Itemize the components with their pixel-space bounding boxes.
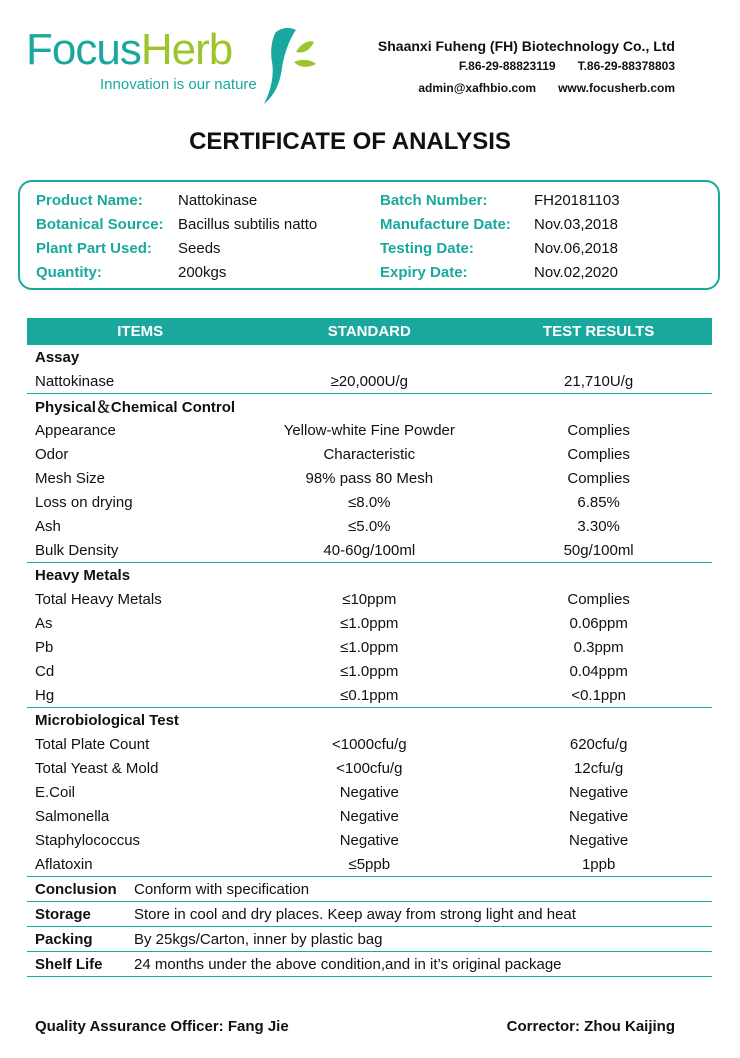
info-value-2: Nov.03,2018	[534, 216, 618, 233]
standard: Negative	[339, 783, 399, 801]
page-title: CERTIFICATE OF ANALYSIS	[189, 128, 511, 155]
column-header: TEST RESULTS	[485, 318, 712, 345]
item-name: Loss on drying	[35, 493, 133, 511]
logo-focus: Focus	[26, 25, 141, 74]
table-row	[27, 490, 712, 514]
note-value: By 25kgs/Carton, inner by plastic bag	[134, 930, 383, 948]
item-name: Ash	[35, 517, 61, 535]
note-label: Packing	[35, 930, 93, 948]
info-value: Bacillus subtilis natto	[178, 216, 318, 233]
info-value: 200kgs	[178, 264, 227, 281]
note-label: Shelf Life	[35, 955, 103, 973]
note-row	[27, 902, 712, 927]
item-name: Total Heavy Metals	[35, 590, 162, 608]
table-row	[27, 514, 712, 538]
standard: ≤1.0ppm	[340, 662, 399, 680]
standard: ≥20,000U/g	[253, 369, 485, 394]
test-result: 12cfu/g	[574, 759, 624, 777]
table-row	[27, 587, 712, 611]
table-row	[27, 804, 712, 828]
standard: Negative	[339, 831, 399, 849]
test-result: Negative	[569, 783, 629, 801]
info-label: Plant Part Used:	[36, 240, 152, 257]
item-name: E.Coil	[35, 783, 76, 801]
column-header: STANDARD	[253, 318, 485, 345]
info-value: Seeds	[178, 240, 221, 257]
info-label-2: Manufacture Date:	[380, 216, 511, 233]
standard: Yellow-white Fine Powder	[283, 421, 455, 439]
note-label: Storage	[35, 905, 91, 923]
test-result: 0.3ppm	[573, 638, 624, 656]
note-value: Store in cool and dry places. Keep away from strong light and heat	[134, 905, 576, 923]
table-row	[27, 611, 712, 635]
table-row	[27, 780, 712, 804]
test-result: Negative	[569, 831, 629, 849]
item-name: Staphylococcus	[35, 831, 141, 849]
info-value-2: FH20181103	[534, 192, 620, 209]
section-title: Physical＆Chemical Control	[35, 398, 236, 416]
item-name: As	[35, 614, 53, 632]
test-result: Complies	[567, 590, 630, 608]
note-row	[27, 952, 712, 977]
standard: ≤5.0%	[348, 517, 391, 535]
standard: Negative	[339, 807, 399, 825]
company-name: Shaanxi Fuheng (FH) Biotechnology Co., Ltd	[377, 38, 675, 54]
item-name: Total Plate Count	[35, 735, 150, 753]
fax: F.86-29-88823119	[458, 59, 556, 73]
test-result: Complies	[567, 421, 630, 439]
standard: 98% pass 80 Mesh	[305, 469, 434, 487]
test-result: <0.1ppn	[485, 683, 712, 708]
item-name: Total Yeast & Mold	[35, 759, 159, 777]
test-result: 3.30%	[577, 517, 620, 535]
logo-herb: Herb	[140, 25, 233, 74]
standard: <1000cfu/g	[331, 735, 407, 753]
table-row	[27, 538, 712, 563]
section-title: Microbiological Test	[35, 711, 179, 729]
item-name: Odor	[35, 445, 69, 463]
test-result: 6.85%	[577, 493, 620, 511]
tel: T.86-29-88378803	[577, 59, 675, 73]
standard: ≤5ppb	[253, 852, 485, 877]
qa-officer: Quality Assurance Officer: Fang Jie	[35, 1018, 289, 1035]
item-name: Bulk Density	[27, 538, 253, 563]
section-title: Assay	[35, 348, 80, 366]
standard: ≤1.0ppm	[340, 614, 399, 632]
table-row	[27, 418, 712, 442]
table-row	[27, 756, 712, 780]
standard: 40-60g/100ml	[253, 538, 485, 563]
note-row	[27, 877, 712, 902]
section-row	[27, 345, 712, 369]
item-name: Aflatoxin	[27, 852, 253, 877]
product-info-box	[18, 180, 720, 290]
table-row	[27, 466, 712, 490]
info-label: Product Name:	[36, 192, 143, 209]
table-row	[27, 369, 712, 394]
standard: ≤1.0ppm	[340, 638, 399, 656]
email: admin@xafhbio.com	[418, 81, 537, 95]
table-row	[27, 828, 712, 852]
website: www.focusherb.com	[558, 81, 675, 95]
test-result: 1ppb	[485, 852, 712, 877]
table-row	[27, 635, 712, 659]
test-result: 0.06ppm	[569, 614, 628, 632]
table-row	[27, 852, 712, 877]
standard: ≤10ppm	[342, 590, 397, 608]
test-result: Complies	[567, 445, 630, 463]
company-info	[378, 38, 675, 95]
focusherb-logo	[26, 25, 257, 93]
info-label-2: Batch Number:	[380, 192, 488, 209]
info-label: Quantity:	[36, 264, 102, 281]
test-result: Negative	[569, 807, 629, 825]
table-row	[27, 659, 712, 683]
leaf-figure-icon	[254, 24, 324, 104]
section-title: Heavy Metals	[35, 566, 131, 584]
test-result: 0.04ppm	[569, 662, 628, 680]
standard: ≤8.0%	[348, 493, 391, 511]
table-header	[27, 318, 712, 345]
item-name: Hg	[27, 683, 253, 708]
info-value-2: Nov.06,2018	[534, 240, 618, 257]
section-row	[27, 394, 712, 419]
column-header: ITEMS	[27, 318, 253, 345]
section-row	[27, 563, 712, 588]
item-name: Cd	[35, 662, 55, 680]
table-row	[27, 732, 712, 756]
section-row	[27, 708, 712, 733]
test-result: Complies	[567, 469, 630, 487]
item-name: Pb	[35, 638, 54, 656]
info-value-2: Nov.02,2020	[534, 264, 618, 281]
tagline: Innovation is our nature	[100, 76, 257, 93]
item-name: Appearance	[35, 421, 116, 439]
item-name: Salmonella	[35, 807, 110, 825]
test-result: 21,710U/g	[485, 369, 712, 394]
info-label-2: Testing Date:	[380, 240, 474, 257]
standard: ≤0.1ppm	[253, 683, 485, 708]
info-label: Botanical Source:	[36, 216, 164, 233]
corrector: Corrector: Zhou Kaijing	[506, 1018, 675, 1035]
table-row	[27, 442, 712, 466]
note-row	[27, 927, 712, 952]
standard: <100cfu/g	[336, 759, 403, 777]
info-value: Nattokinase	[178, 192, 258, 209]
analysis-table	[27, 318, 712, 977]
test-result: 50g/100ml	[485, 538, 712, 563]
table-row	[27, 683, 712, 708]
note-value: 24 months under the above condition,and in it’s original package	[134, 955, 562, 973]
note-label: Conclusion	[35, 880, 117, 898]
note-value: Conform with specification	[134, 880, 310, 898]
item-name: Nattokinase	[27, 369, 253, 394]
standard: Characteristic	[323, 445, 416, 463]
test-result: 620cfu/g	[569, 735, 628, 753]
info-label-2: Expiry Date:	[380, 264, 468, 281]
item-name: Mesh Size	[35, 469, 106, 487]
